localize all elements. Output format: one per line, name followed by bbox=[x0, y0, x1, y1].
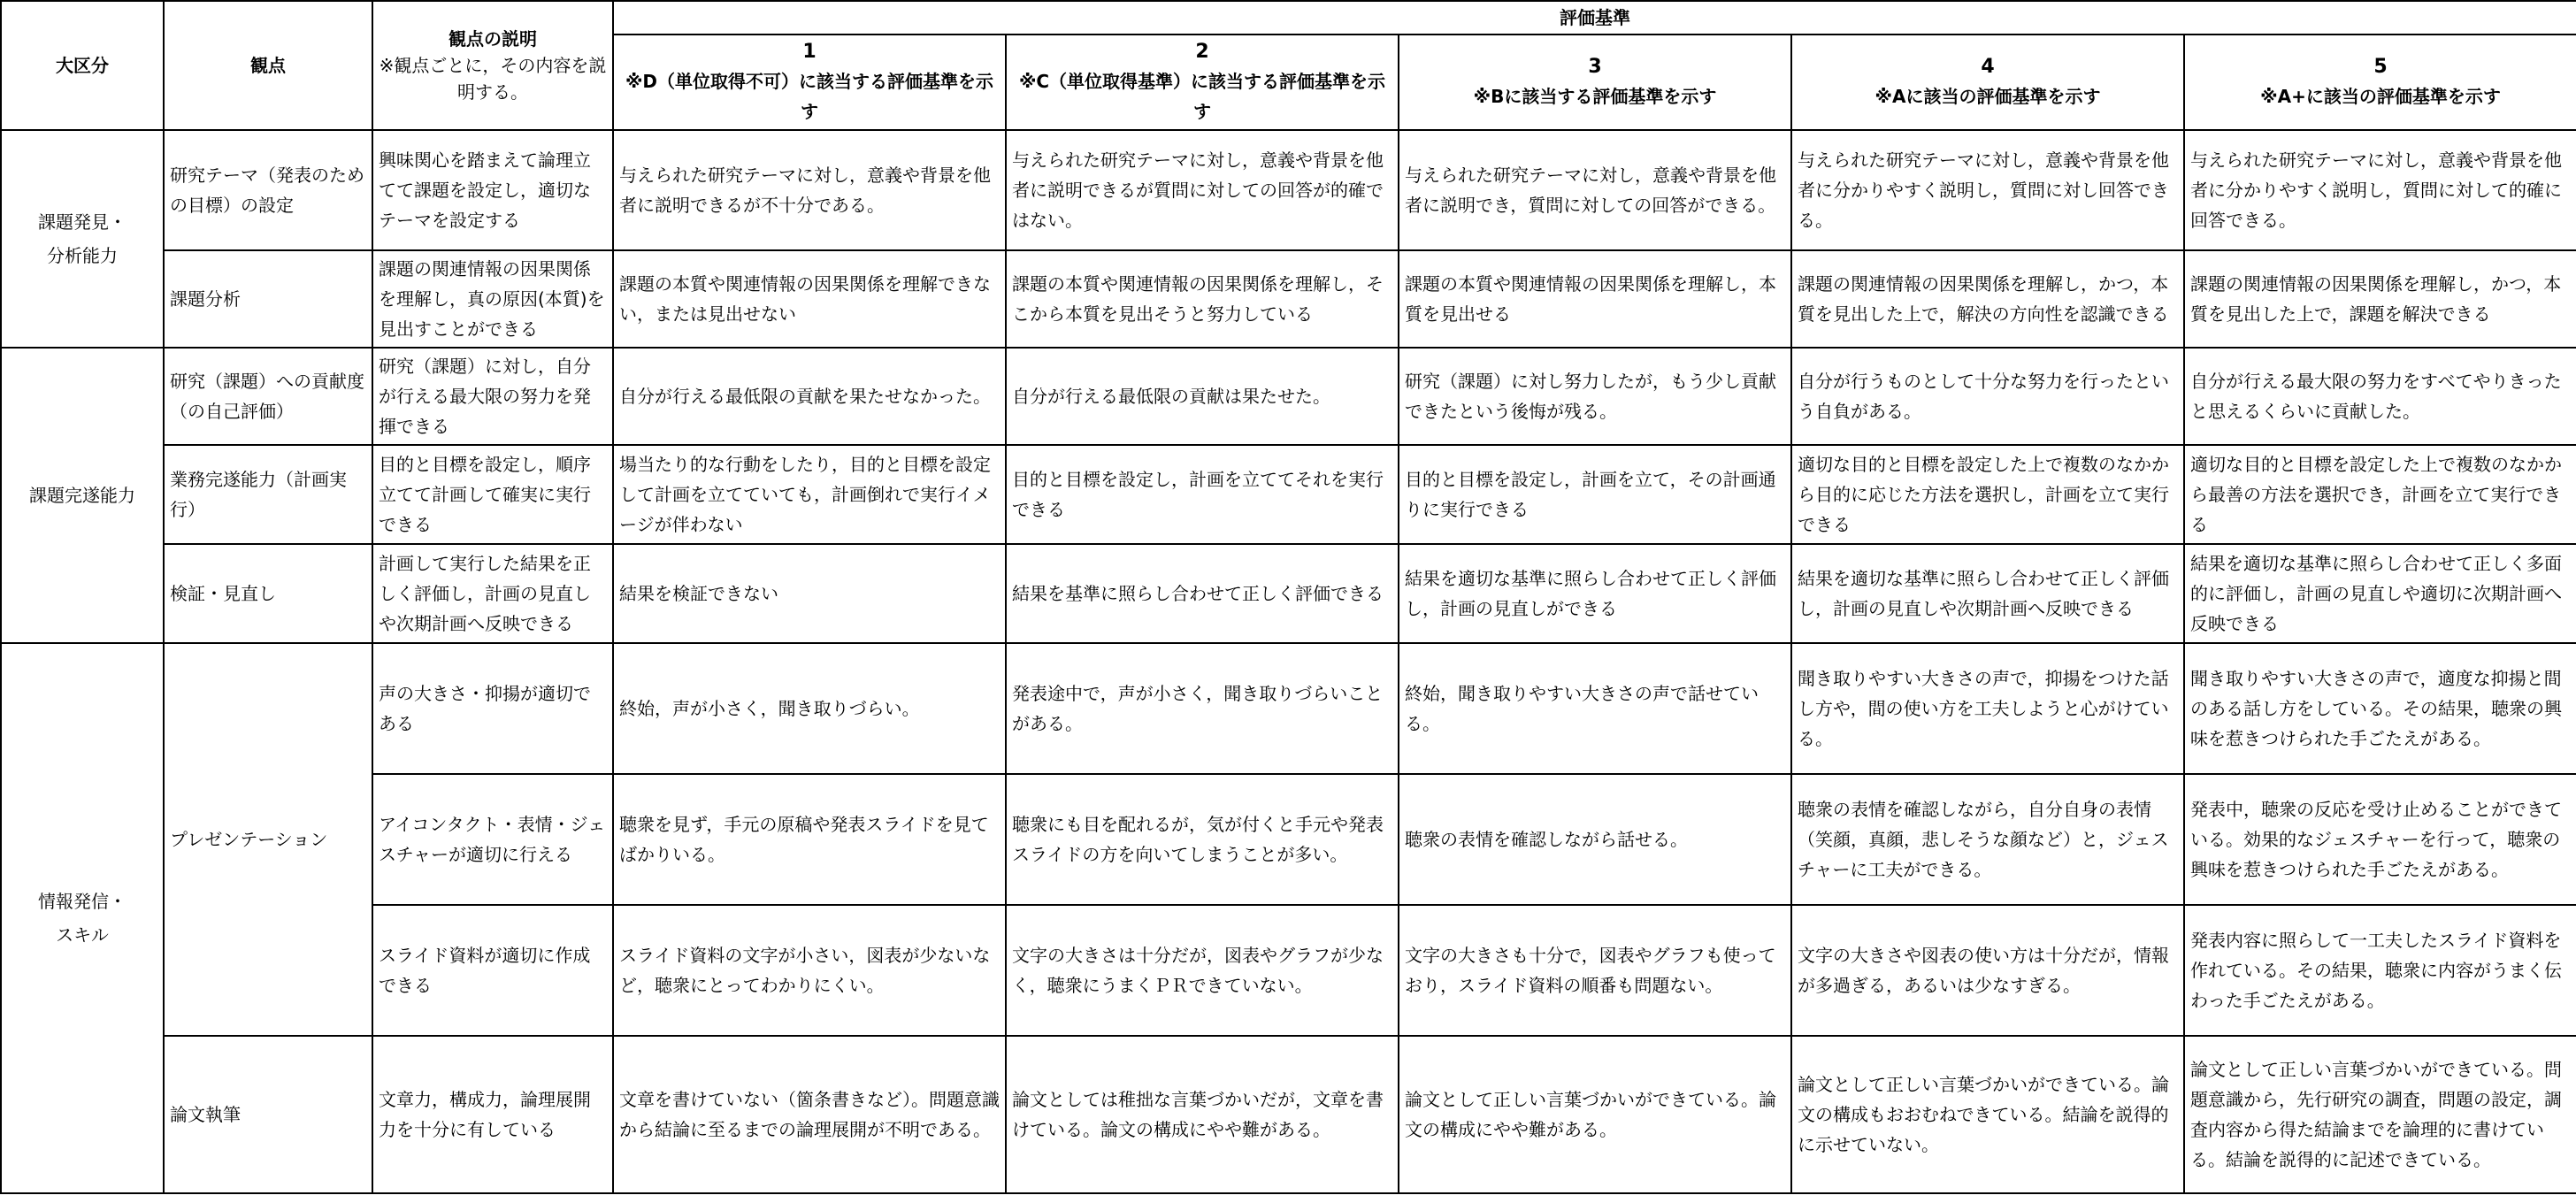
level-cell: 論文としては稚拙な言葉づかいだが，文章を書けている。論文の構成にやや難がある。 bbox=[1006, 1036, 1399, 1193]
category-cell bbox=[1, 348, 164, 643]
viewpoint-cell: 課題分析 bbox=[164, 250, 372, 348]
table-row bbox=[1, 445, 2576, 544]
level-cell: 自分が行うものとして十分な努力を行ったという自負がある。 bbox=[1791, 348, 2184, 445]
category-header: 大区分 bbox=[1, 1, 164, 130]
level-cell: 論文として正しい言葉づかいができている。論文の構成もおおむねできている。結論を説得的に示せていない。 bbox=[1791, 1036, 2184, 1193]
level-cell: 自分が行える最大限の努力をすべてやりきったと思えるくらいに貢献した。 bbox=[2184, 348, 2576, 445]
level-cell: 適切な目的と目標を設定した上で複数のなかから目的に応じた方法を選択し，計画を立て実行できる bbox=[1791, 445, 2184, 544]
level-cell: 与えられた研究テーマに対し，意義や背景を他者に説明できるが質問に対しての回答が的確ではない。 bbox=[1006, 130, 1399, 250]
table-row bbox=[1, 250, 2576, 348]
level-cell: 課題の本質や関連情報の因果関係を理解できない，または見出せない bbox=[613, 250, 1006, 348]
level-note: ※C（単位取得基準）に該当する評価基準を示す bbox=[1018, 71, 1386, 122]
level-cell: 聞き取りやすい大きさの声で，適度な抑揚と間のある話し方をしている。その結果，聴衆の興味を惹きつけられた手ごたえがある。 bbox=[2184, 643, 2576, 774]
level-cell: 聞き取りやすい大きさの声で，抑揚をつけた話し方や，間の使い方を工夫しようと心がけている。 bbox=[1791, 643, 2184, 774]
level-cell: 課題の本質や関連情報の因果関係を理解し，そこから本質を見出そうと努力している bbox=[1006, 250, 1399, 348]
table-row bbox=[1, 643, 2576, 774]
viewpoint-cell: 検証・見直し bbox=[164, 544, 372, 643]
category-label: 課題完遂能力 bbox=[29, 485, 135, 506]
level-cell: 与えられた研究テーマに対し，意義や背景を他者に説明でき，質問に対しての回答ができる。 bbox=[1399, 130, 1791, 250]
description-cell: 研究（課題）に対し，自分が行える最大限の努力を発揮できる bbox=[372, 348, 613, 445]
level-cell: 終始，声が小さく，聞き取りづらい。 bbox=[613, 643, 1006, 774]
level-cell: 結果を適切な基準に照らし合わせて正しく多面的に評価し，計画の見直しや適切に次期計画へ反映できる bbox=[2184, 544, 2576, 643]
table-row bbox=[1, 348, 2576, 445]
level-cell: 聴衆の表情を確認しながら話せる。 bbox=[1399, 774, 1791, 905]
level-cell: 自分が行える最低限の貢献は果たせた。 bbox=[1006, 348, 1399, 445]
level-cell: 終始，聞き取りやすい大きさの声で話せている。 bbox=[1399, 643, 1791, 774]
level-note: ※D（単位取得不可）に該当する評価基準を示す bbox=[625, 71, 994, 122]
category-label: スキル bbox=[56, 924, 109, 946]
level-number: 3 bbox=[1588, 56, 1602, 78]
level-number: 5 bbox=[2373, 56, 2388, 78]
description-header-note: ※観点ごとに，その内容を説明する。 bbox=[379, 55, 607, 103]
description-cell: 声の大きさ・抑揚が適切である bbox=[372, 643, 613, 774]
description-cell: アイコンタクト・表情・ジェスチャーが適切に行える bbox=[372, 774, 613, 905]
level-note: ※A+に該当の評価基準を示す bbox=[2260, 86, 2501, 107]
criteria-header: 評価基準 bbox=[613, 1, 2576, 34]
level-cell: 発表内容に照らして一工夫したスライド資料を作れている。その結果，聴衆に内容がうまく伝わった手ごたえがある。 bbox=[2184, 905, 2576, 1036]
level-header-3 bbox=[1399, 34, 1791, 130]
level-cell: 文章を書けていない（箇条書きなど）。問題意識から結論に至るまでの論理展開が不明である。 bbox=[613, 1036, 1006, 1193]
viewpoint-cell: 研究テーマ（発表のための目標）の設定 bbox=[164, 130, 372, 250]
level-cell: 聴衆の表情を確認しながら，自分自身の表情（笑顔，真顔，悲しそうな顔など）と，ジェスチャーに工夫ができる。 bbox=[1791, 774, 2184, 905]
level-cell: 課題の本質や関連情報の因果関係を理解し，本質を見出せる bbox=[1399, 250, 1791, 348]
level-cell: スライド資料の文字が小さい，図表が少ないなど，聴衆にとってわかりにくい。 bbox=[613, 905, 1006, 1036]
level-cell: 自分が行える最低限の貢献を果たせなかった。 bbox=[613, 348, 1006, 445]
description-cell: スライド資料が適切に作成できる bbox=[372, 905, 613, 1036]
level-cell: 結果を適切な基準に照らし合わせて正しく評価し，計画の見直しや次期計画へ反映できる bbox=[1791, 544, 2184, 643]
level-cell: 文字の大きさは十分だが，図表やグラフが少なく，聴衆にうまくＰＲできていない。 bbox=[1006, 905, 1399, 1036]
level-cell: 聴衆にも目を配れるが，気が付くと手元や発表スライドの方を向いてしまうことが多い。 bbox=[1006, 774, 1399, 905]
level-cell: 課題の関連情報の因果関係を理解し，かつ，本質を見出した上で，解決の方向性を認識できる bbox=[1791, 250, 2184, 348]
level-number: 1 bbox=[802, 41, 816, 63]
description-header bbox=[372, 1, 613, 130]
description-cell: 課題の関連情報の因果関係を理解し，真の原因(本質)を見出すことができる bbox=[372, 250, 613, 348]
level-cell: 結果を適切な基準に照らし合わせて正しく評価し，計画の見直しができる bbox=[1399, 544, 1791, 643]
level-cell: 目的と目標を設定し，計画を立ててそれを実行できる bbox=[1006, 445, 1399, 544]
viewpoint-header: 観点 bbox=[164, 1, 372, 130]
level-cell: 論文として正しい言葉づかいができている。論文の構成にやや難がある。 bbox=[1399, 1036, 1791, 1193]
level-cell: 与えられた研究テーマに対し，意義や背景を他者に説明できるが不十分である。 bbox=[613, 130, 1006, 250]
viewpoint-cell: 業務完遂能力（計画実行） bbox=[164, 445, 372, 544]
level-header-5 bbox=[2184, 34, 2576, 130]
level-number: 2 bbox=[1195, 41, 1209, 63]
table-row bbox=[1, 774, 2576, 905]
table-row bbox=[1, 544, 2576, 643]
description-header-title: 観点の説明 bbox=[448, 28, 537, 50]
level-cell: 聴衆を見ず，手元の原稿や発表スライドを見てばかりいる。 bbox=[613, 774, 1006, 905]
level-cell: 文字の大きさや図表の使い方は十分だが，情報が多過ぎる，あるいは少なすぎる。 bbox=[1791, 905, 2184, 1036]
level-cell: 結果を基準に照らし合わせて正しく評価できる bbox=[1006, 544, 1399, 643]
level-cell: 与えられた研究テーマに対し，意義や背景を他者に分かりやすく説明し，質問に対し回答できる。 bbox=[1791, 130, 2184, 250]
level-cell: 研究（課題）に対し努力したが，もう少し貢献できたという後悔が残る。 bbox=[1399, 348, 1791, 445]
viewpoint-cell: 論文執筆 bbox=[164, 1036, 372, 1193]
level-cell: 適切な目的と目標を設定した上で複数のなかから最善の方法を選択でき，計画を立て実行できる bbox=[2184, 445, 2576, 544]
level-cell: 論文として正しい言葉づかいができている。問題意識から，先行研究の調査，問題の設定，調査内容から得た結論までを論理的に書けている。結論を説得的に記述できている。 bbox=[2184, 1036, 2576, 1193]
table-row bbox=[1, 1036, 2576, 1193]
description-cell: 興味関心を踏まえて論理立てて課題を設定し，適切なテーマを設定する bbox=[372, 130, 613, 250]
level-number: 4 bbox=[1981, 56, 1995, 78]
description-cell: 文章力，構成力，論理展開力を十分に有している bbox=[372, 1036, 613, 1193]
level-note: ※Aに該当の評価基準を示す bbox=[1874, 86, 2101, 107]
table-row bbox=[1, 130, 2576, 250]
viewpoint-cell: プレゼンテーション bbox=[164, 643, 372, 1036]
level-note: ※Bに該当する評価基準を示す bbox=[1473, 86, 1717, 107]
category-cell bbox=[1, 130, 164, 348]
level-header-2 bbox=[1006, 34, 1399, 130]
viewpoint-cell: 研究（課題）への貢献度（の自己評価） bbox=[164, 348, 372, 445]
level-header-4 bbox=[1791, 34, 2184, 130]
category-cell bbox=[1, 643, 164, 1193]
category-label: 分析能力 bbox=[47, 245, 118, 266]
level-header-1 bbox=[613, 34, 1006, 130]
description-cell: 目的と目標を設定し，順序立てて計画して確実に実行できる bbox=[372, 445, 613, 544]
header-row-1 bbox=[1, 1, 2576, 34]
level-cell: 目的と目標を設定し，計画を立て，その計画通りに実行できる bbox=[1399, 445, 1791, 544]
category-label: 情報発信・ bbox=[38, 891, 126, 912]
level-cell: 発表途中で，声が小さく，聞き取りづらいことがある。 bbox=[1006, 643, 1399, 774]
level-cell: 与えられた研究テーマに対し，意義や背景を他者に分かりやすく説明し，質問に対して的確に回答できる。 bbox=[2184, 130, 2576, 250]
table-row bbox=[1, 905, 2576, 1036]
description-cell: 計画して実行した結果を正しく評価し，計画の見直しや次期計画へ反映できる bbox=[372, 544, 613, 643]
level-cell: 結果を検証できない bbox=[613, 544, 1006, 643]
level-cell: 発表中，聴衆の反応を受け止めることができている。効果的なジェスチャーを行って，聴衆の興味を惹きつけられた手ごたえがある。 bbox=[2184, 774, 2576, 905]
level-cell: 課題の関連情報の因果関係を理解し，かつ，本質を見出した上で，課題を解決できる bbox=[2184, 250, 2576, 348]
level-cell: 文字の大きさも十分で，図表やグラフも使っており，スライド資料の順番も問題ない。 bbox=[1399, 905, 1791, 1036]
level-cell: 場当たり的な行動をしたり，目的と目標を設定して計画を立てていても，計画倒れで実行イメージが伴わない bbox=[613, 445, 1006, 544]
category-label: 課題発見・ bbox=[38, 211, 126, 233]
